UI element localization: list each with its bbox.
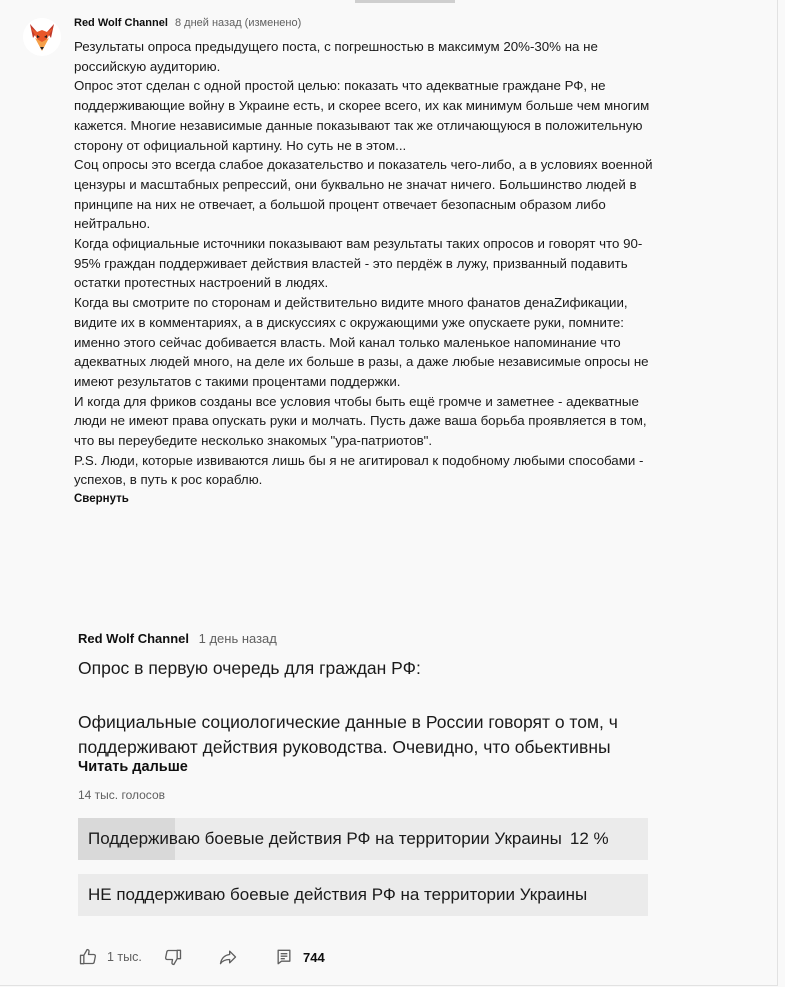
post-author[interactable]: Red Wolf Channel [78, 631, 189, 646]
comment-line: видите их в комментариях, а в дискуссиях с окружающими уже опускаете руки, помните: [74, 314, 625, 330]
comment-line: И когда для фриков созданы все условия чтобы быть ещё громче и заметнее - адекватные [74, 393, 639, 409]
comment-line: Результаты опроса предыдущего поста, с погрешностью в максимум 20%-30% на не [74, 39, 598, 54]
comment-line: люди не имеют права опускать руки и молчать. Пусть даже ваша борьба проявляется в том, [74, 413, 647, 429]
comment-count: 744 [303, 949, 325, 965]
thumbs-down-icon [163, 947, 183, 967]
comment-line: остатки протестных настроений в людях. [74, 275, 329, 291]
share-icon [218, 947, 238, 967]
thumbs-up-icon [78, 947, 98, 967]
share-button[interactable] [218, 947, 238, 967]
comment-line: Опрос этот сделан с одной простой целью: показать что адекватные граждане РФ, не [74, 78, 606, 94]
comment-line: российскую аудиторию. [74, 58, 221, 74]
comment-line: P.S. Люди, которые извиваются лишь бы я не агитировал к подобному любыми способами - [74, 452, 644, 468]
comment-author[interactable]: Red Wolf Channel [74, 17, 168, 29]
comment-text [74, 37, 719, 490]
dislike-button[interactable] [163, 947, 183, 967]
comment-line: имеют результатов с такими процентами поддержки. [74, 373, 401, 389]
poll-option-oppose[interactable] [78, 874, 648, 916]
post-text-line: Официальные социологические данные в России говорят о том, ч [78, 712, 618, 732]
comment-icon [274, 947, 294, 967]
like-button[interactable] [78, 947, 142, 967]
comment-line: Соц опросы это всегда слабое доказательство и показатель чего-либо, а в условиях военной [74, 157, 653, 173]
comment-line: именно этого сейчас добивается власть. Мой канал только маленькое напоминание что [74, 334, 621, 350]
community-post [78, 625, 648, 925]
comment-header [74, 17, 301, 29]
post-text [78, 710, 618, 760]
poll-option-percent: 12 % [569, 829, 609, 848]
poll-option-label: Поддерживаю боевые действия РФ на территории Украины 12 % [88, 829, 609, 848]
post-text-line: поддерживают действия руководства. Очевидно, что обьективны [78, 737, 611, 757]
comment-line: принципе на них не отвечает, а большой процент отвечает безопасным образом либо [74, 196, 606, 212]
comment-timestamp[interactable]: 8 дней назад (изменено) [174, 17, 302, 29]
comment-line: нейтрально. [74, 216, 151, 232]
comment-line: сторону от официальной картину. Но суть не в этом... [74, 137, 407, 153]
like-count: 1 тыс. [107, 950, 142, 964]
comment-line: кажется. Многие независимые данные показывают так же отличающуюся в положительную [74, 117, 643, 133]
poll-option-label: НЕ поддерживаю боевые действия РФ на территории Украины [88, 885, 588, 904]
comment-line: поддерживающие войну в Украине есть, и скорее всего, их как минимум больше чем многим [74, 98, 650, 114]
comment-line: адекватных людей много, на деле их больше в разы, а даже любые независимые опросы не [74, 354, 649, 370]
poll-option-support[interactable] [78, 818, 648, 860]
comment-line: что вы переубедите несколько знакомых "ура-патриотов". [74, 433, 433, 449]
post-title: Опрос в первую очередь для граждан РФ: [78, 658, 421, 678]
comment-line: успехов, в путь к рос кораблю. [74, 472, 263, 488]
avatar[interactable] [23, 18, 61, 56]
comments-button[interactable] [274, 947, 325, 967]
comment-line: цензуры и масштабных репрессий, они буквально не значат ничего. Большинство людей в [74, 176, 637, 192]
wolf-logo-icon [23, 18, 61, 56]
comment-line: Когда официальные источники показывают вам результаты таких опросов и говорят что 90- [74, 236, 643, 252]
collapse-button[interactable]: Свернуть [74, 493, 129, 505]
read-more-button[interactable]: Читать дальше [78, 759, 188, 775]
comment-line: Когда вы смотрите по сторонам и действительно видите много фанатов денаZификации, [74, 295, 628, 311]
post-timestamp[interactable]: 1 день назад [198, 631, 277, 646]
comment-line: 95% граждан поддерживает действия властей - это пердёж в лужу, призванный подавить [74, 255, 628, 271]
post-header [78, 631, 277, 646]
post-actions [78, 945, 378, 969]
vote-count: 14 тыс. голосов [78, 788, 165, 802]
